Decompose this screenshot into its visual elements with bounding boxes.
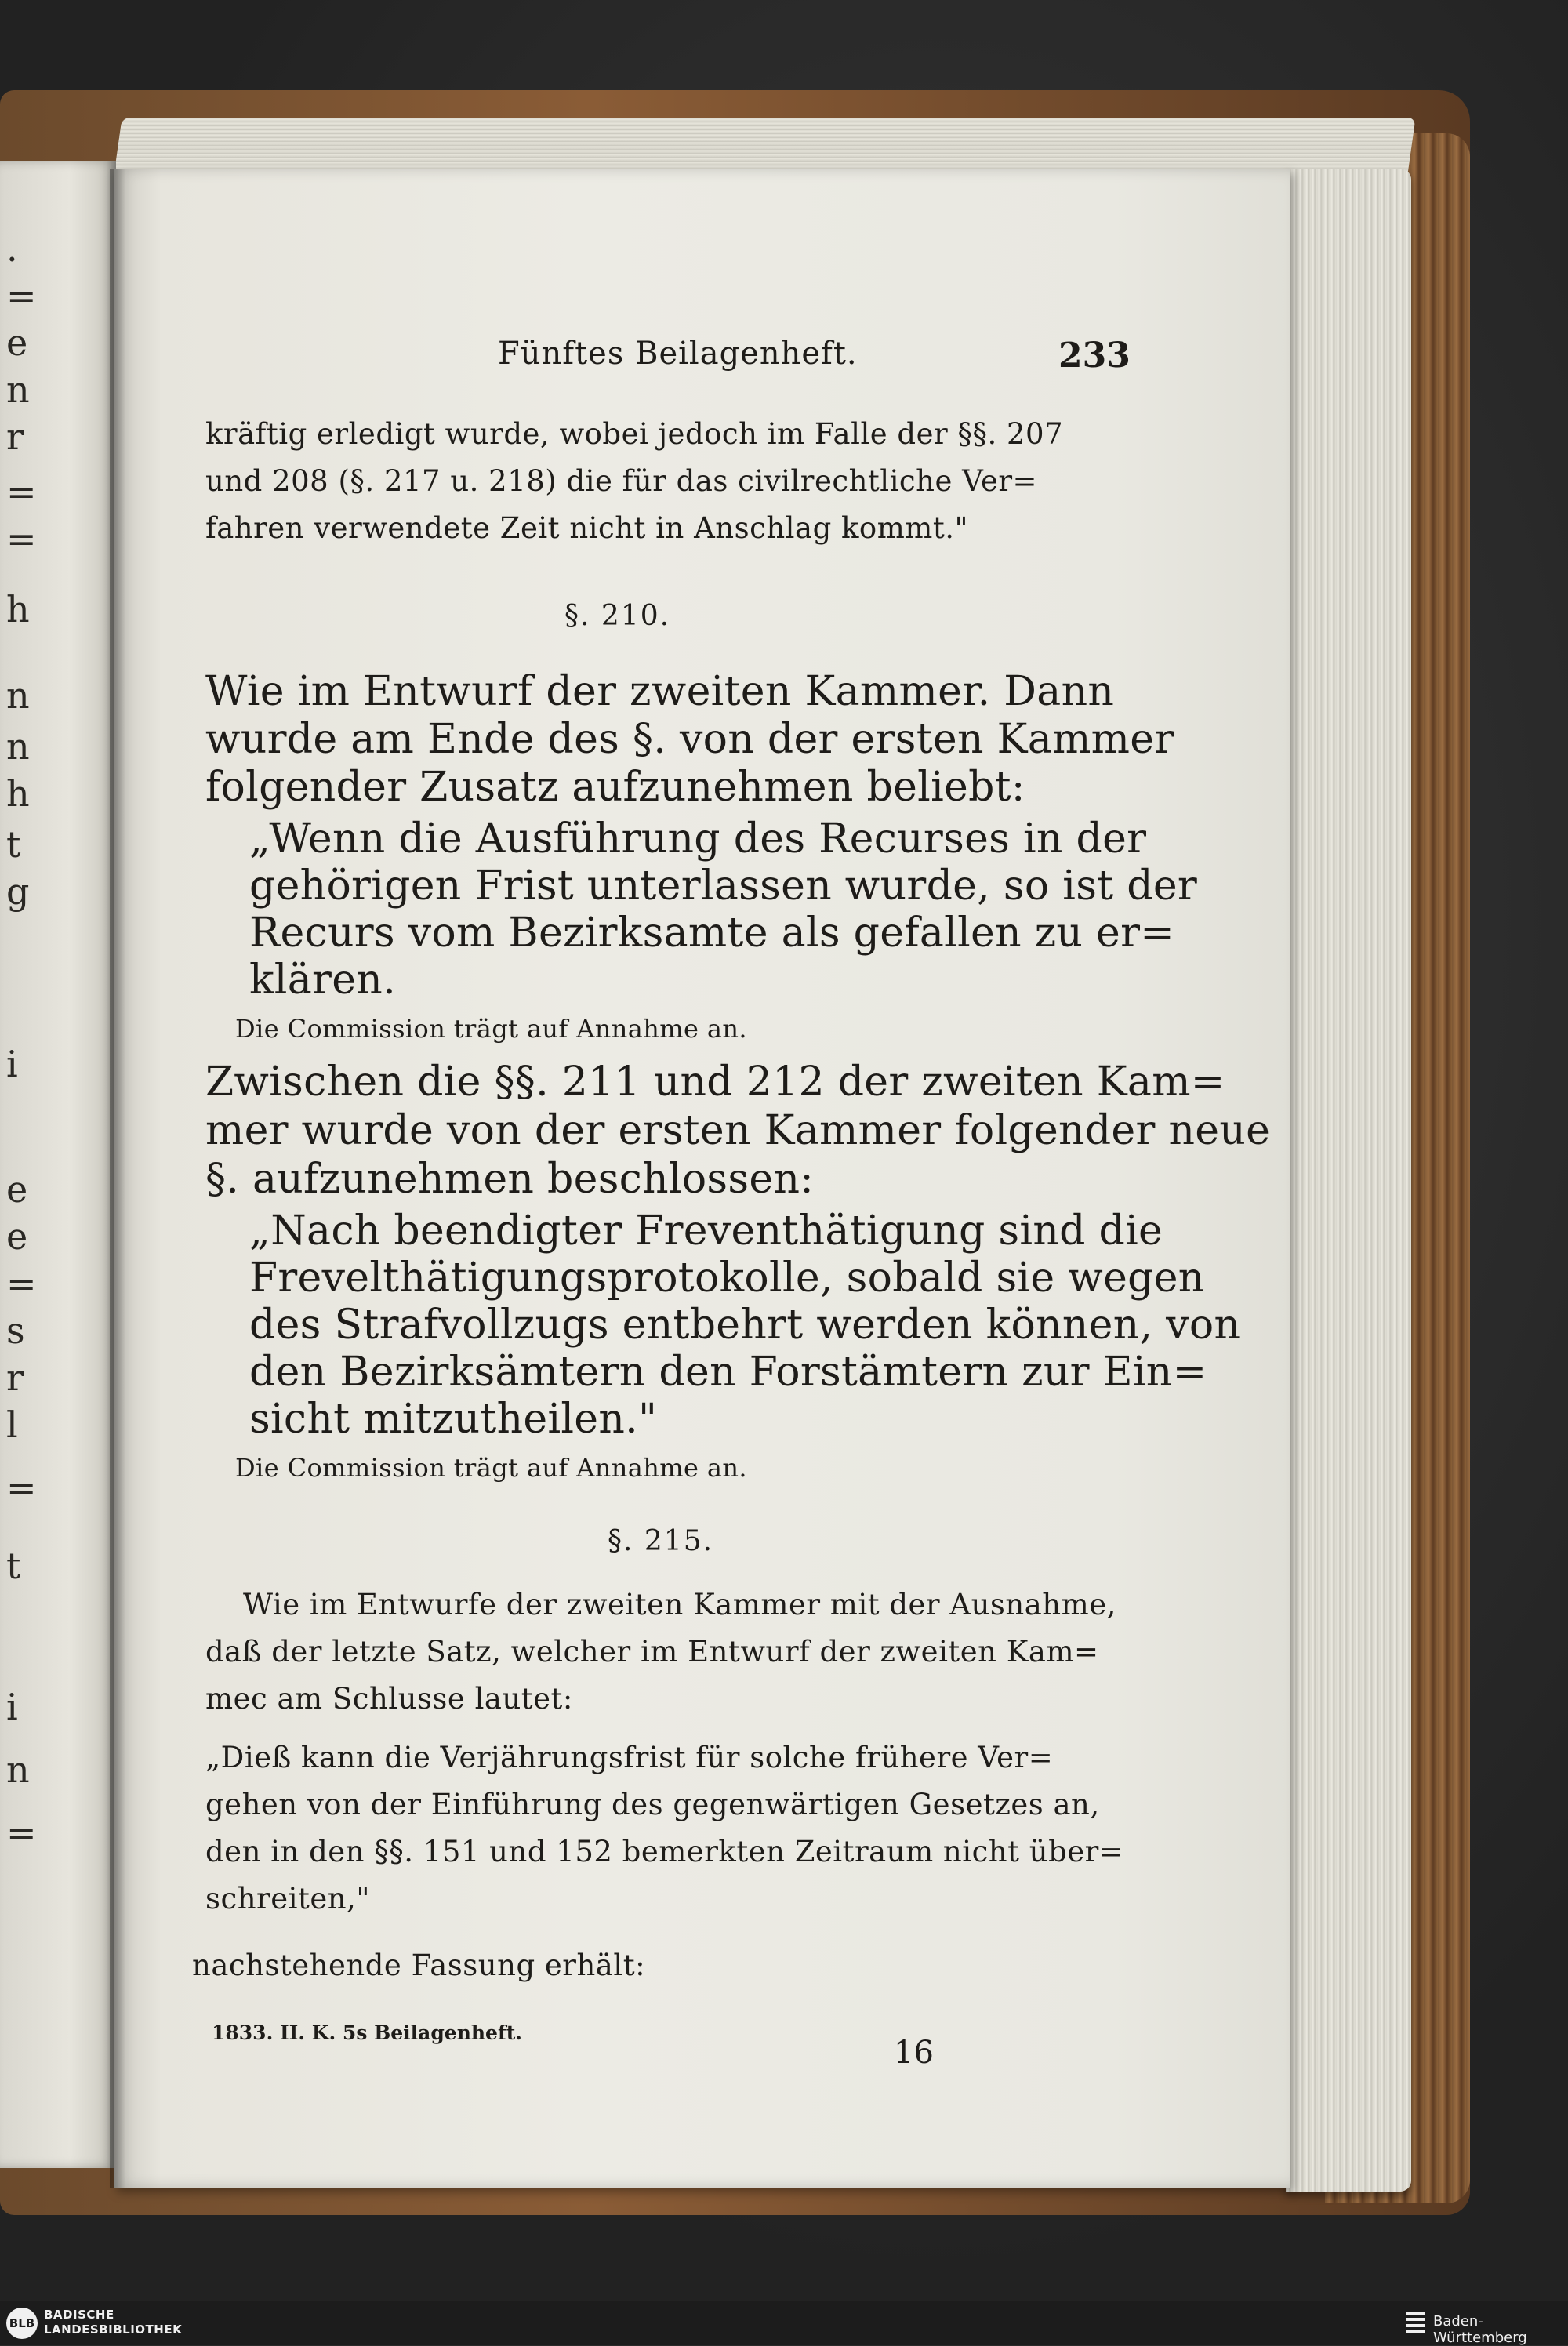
left-fragment: n: [6, 1749, 30, 1791]
library-banner: [0, 2301, 1568, 2345]
left-fragment: t: [6, 823, 21, 866]
text-line: nachstehende Fassung erhält:: [192, 1948, 646, 1982]
text-line: wurde am Ende des §. von der ersten Kammer: [205, 716, 1174, 763]
left-fragment: g: [6, 870, 30, 913]
text-line: mec am Schlusse lautet:: [205, 1682, 573, 1716]
left-fragment: .: [6, 227, 18, 270]
quote-line: Recurs vom Bezirksamte als gefallen zu er=: [249, 910, 1175, 957]
quote-line: des Strafvollzugs entbehrt werden können, von: [249, 1302, 1241, 1349]
quote-line: klären.: [249, 957, 396, 1004]
quote-line: gehen von der Einführung des gegenwärtigen Gesetzes an,: [205, 1788, 1100, 1821]
blb-logo-icon: BLB: [6, 2308, 38, 2339]
quote-line: den Bezirksämtern den Forstämtern zur Ein=: [249, 1349, 1207, 1396]
text-line: Zwischen die §§. 211 und 212 der zweiten Kam=: [205, 1059, 1225, 1106]
quote-line: „Nach beendigter Freventhätigung sind die: [249, 1208, 1163, 1255]
sheet-signature: 1833. II. K. 5s Beilagenheft.: [212, 2021, 522, 2044]
left-fragment: l: [6, 1404, 18, 1446]
page-number: 233: [1058, 336, 1131, 376]
left-fragment: s: [6, 1309, 25, 1352]
text-line: folgender Zusatz aufzunehmen beliebt:: [205, 764, 1025, 811]
left-fragment: =: [6, 1262, 37, 1305]
text-line: Wie im Entwurf der zweiten Kammer. Dann: [205, 668, 1115, 715]
commission-note: Die Commission trägt auf Annahme an.: [235, 1014, 747, 1044]
text-line: mer wurde von der ersten Kammer folgender neue: [205, 1107, 1271, 1154]
text-line: kräftig erledigt wurde, wobei jedoch im Falle der §§. 207: [205, 417, 1064, 451]
left-fragment: =: [6, 1811, 37, 1854]
quote-line: schreiten,": [205, 1882, 370, 1916]
left-fragment: n: [6, 674, 30, 717]
left-fragment: e: [6, 321, 28, 364]
left-fragment: e: [6, 1215, 28, 1258]
page-block-side: [1286, 169, 1411, 2192]
section-heading: §. 210.: [564, 600, 671, 632]
left-fragment: =: [6, 1466, 37, 1509]
left-fragment: n: [6, 725, 30, 768]
text-line: und 208 (§. 217 u. 218) die für das civilrechtliche Ver=: [205, 464, 1038, 498]
section-heading: §. 215.: [608, 1525, 714, 1557]
left-fragment: e: [6, 1168, 28, 1211]
quote-line: sicht mitzutheilen.": [249, 1396, 658, 1443]
library-name-line2: LANDESBIBLIOTHEK: [44, 2322, 183, 2337]
left-fragment: h: [6, 772, 30, 815]
left-fragment: =: [6, 470, 37, 513]
left-fragment: i: [6, 1686, 18, 1728]
text-line: §. aufzunehmen beschlossen:: [205, 1156, 815, 1203]
quote-line: den in den §§. 151 und 152 bemerkten Zeitraum nicht über=: [205, 1835, 1124, 1868]
left-page: [0, 161, 116, 2168]
gutter-shadow: [110, 169, 125, 2188]
commission-note: Die Commission trägt auf Annahme an.: [235, 1453, 747, 1483]
left-fragment: =: [6, 274, 37, 317]
library-name-line1: BADISCHE: [44, 2308, 114, 2322]
left-fragment: t: [6, 1545, 21, 1587]
state-name: Baden-Württemberg: [1433, 2313, 1527, 2346]
left-fragment: r: [6, 1356, 24, 1399]
left-fragment: h: [6, 588, 30, 630]
left-fragment: r: [6, 416, 24, 458]
quote-line: „Dieß kann die Verjährungsfrist für solche frühere Ver=: [205, 1741, 1054, 1774]
sheet-number: 16: [894, 2035, 934, 2071]
text-line: fahren verwendete Zeit nicht in Anschlag kommt.": [205, 511, 969, 545]
quote-line: „Wenn die Ausführung des Recurses in der: [249, 815, 1147, 862]
baden-wuerttemberg-logo-icon: [1403, 2308, 1427, 2337]
quote-line: Frevelthätigungsprotokolle, sobald sie wegen: [249, 1255, 1205, 1302]
left-fragment: n: [6, 369, 30, 411]
text-line: Wie im Entwurfe der zweiten Kammer mit der Ausnahme,: [243, 1588, 1116, 1622]
running-title: Fünftes Beilagenheft.: [498, 336, 858, 372]
left-fragment: =: [6, 518, 37, 560]
quote-line: gehörigen Frist unterlassen wurde, so ist der: [249, 862, 1198, 910]
text-line: daß der letzte Satz, welcher im Entwurf der zweiten Kam=: [205, 1635, 1099, 1669]
library-name: [44, 2308, 182, 2337]
left-fragment: i: [6, 1043, 18, 1085]
